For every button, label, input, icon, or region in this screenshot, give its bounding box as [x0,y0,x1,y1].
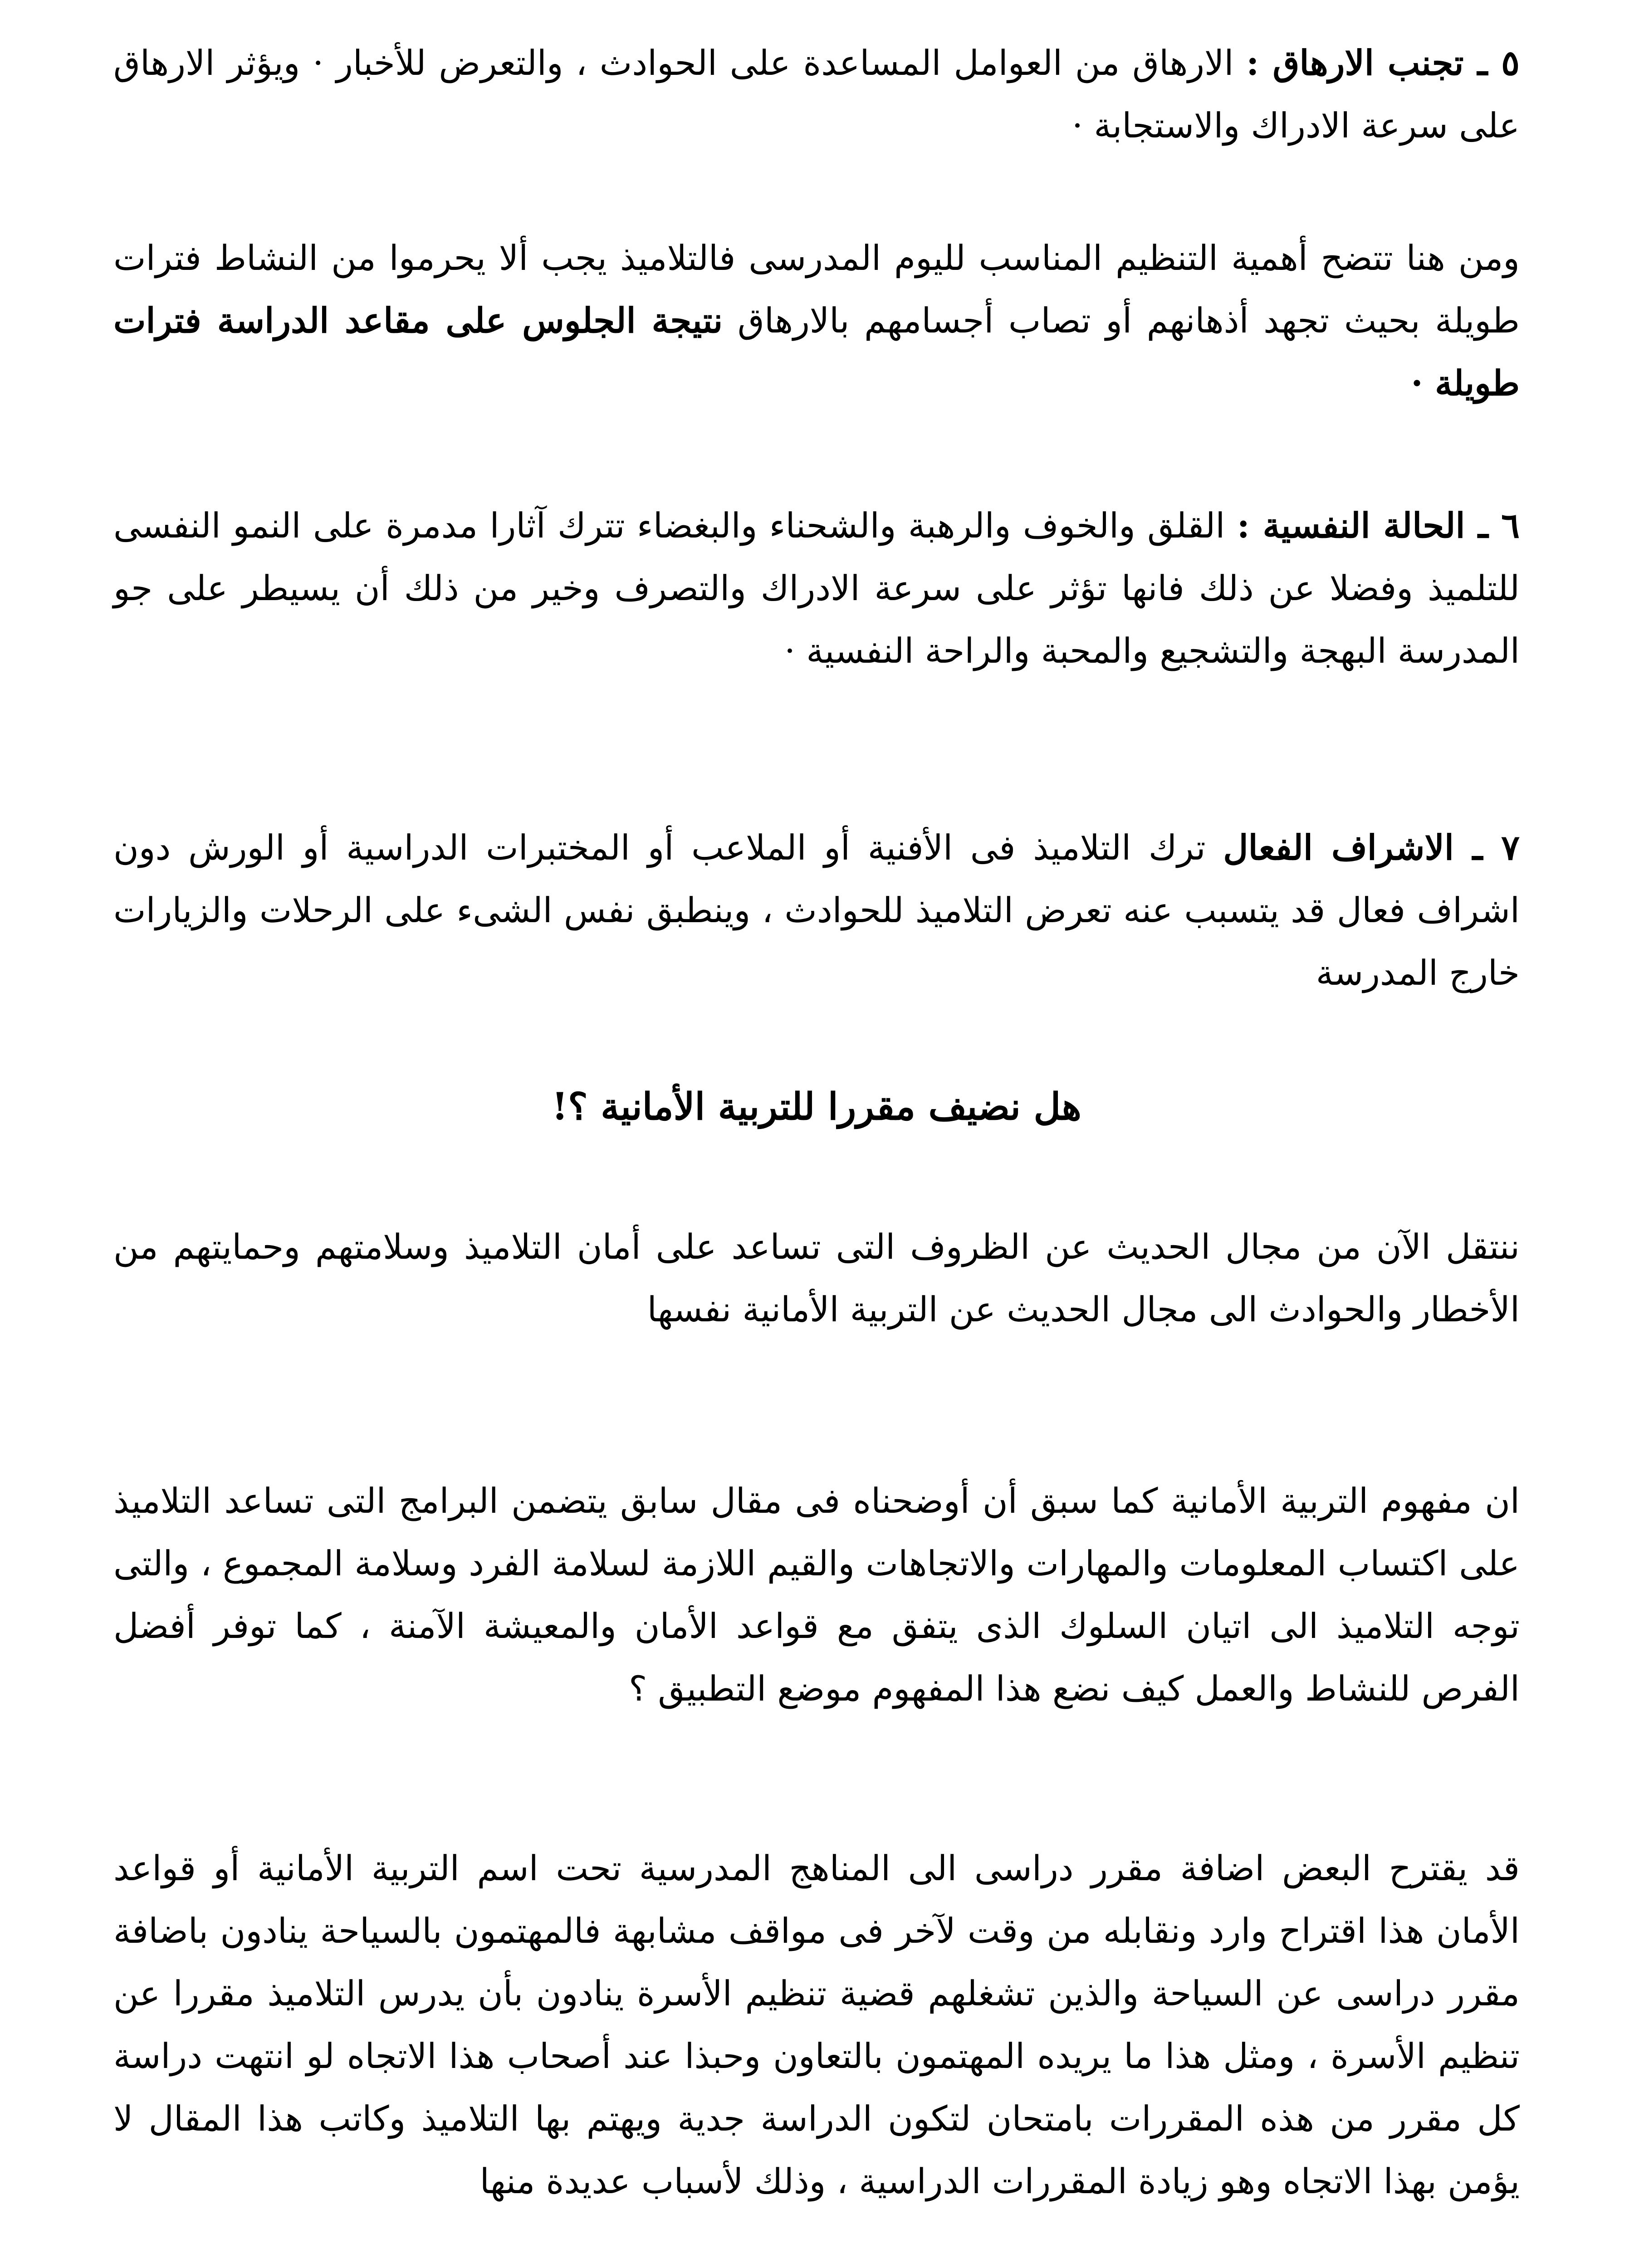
section-6-title: ٦ ـ الحالة النفسية : [1237,505,1520,546]
section-7-body: ترك التلاميذ فى الأفنية أو الملاعب أو المختبرات الدراسية أو الورش دون اشراف فعال قد يتسبب عنه تعرض التلاميذ للحوادث ، وينطبق نفس الشىء على الرحلات والزيارات خارج المدرسة [113,827,1520,993]
section-5-fatigue [113,32,1520,157]
paragraph-concept: ان مفهوم التربية الأمانية كما سبق أن أوضحناه فى مقال سابق يتضمن البرامج التى تساعد التلاميذ على اكتساب المعلومات والمهارات والاتجاهات والقيم اللازمة لسلامة الفرد وسلامة المجموع ، والتى توجه التلاميذ الى اتيان السلوك الذى يتفق مع قواعد الأمان والمعيشة الآمنة ، كما توفر أفضل الفرص للنشاط والعمل كيف نضع هذا المفهوم موضع التطبيق ؟ [113,1481,1520,1709]
document-page [113,32,1520,2268]
section-heading: هل نضيف مقررا للتربية الأمانية ؟! [552,1085,1081,1129]
school-day-bold-text: نتيجة الجلوس على مقاعد الدراسة فترات طويلة · [113,300,1520,403]
section-6-body: القلق والخوف والرهبة والشحناء والبغضاء تترك آثارا مدمرة على النمو النفسى للتلميذ وفضلا عن ذلك فانها تؤثر على سرعة الادراك والتصرف وخير من ذلك أن يسيطر على جو المدرسة البهجة والتشجيع والمحبة والراحة النفسية · [113,505,1520,671]
paragraph-school-day-organization [113,227,1520,415]
section-6-psychological-state [113,494,1520,682]
paragraph-transition: ننتقل الآن من مجال الحديث عن الظروف التى تساعد على أمان التلاميذ وسلامتهم وحمايتهم من الأخطار والحوادث الى مجال الحديث عن التربية الأمانية نفسها [113,1227,1520,1330]
section-5-body: الارهاق من العوامل المساعدة على الحوادث ، والتعرض للأخبار · ويؤثر الارهاق على سرعة الادراك والاستجابة · [113,43,1520,146]
section-7-title: ٧ ـ الاشراف الفعال [1223,827,1520,868]
section-5-title: ٥ ـ تجنب الارهاق : [1246,43,1520,83]
school-day-body: ومن هنا تتضح أهمية التنظيم المناسب لليوم المدرسى فالتلاميذ يجب ألا يحرموا من النشاط فترات طويلة بحيث تجهد أذهانهم أو تصاب أجسامهم بالارهاق [113,238,1520,341]
section-7-supervision [113,816,1520,1004]
paragraph-proposal: قد يقترح البعض اضافة مقرر دراسى الى المناهج المدرسية تحت اسم التربية الأمانية أو قواعد الأمان هذا اقتراح وارد ونقابله من وقت لآخر فى مواقف مشابهة فالمهتمون بالسياحة ينادون باضافة مقرر دراسى عن السياحة والذين تشغلهم قضية تنظيم الأسرة ينادون بأن يدرس التلاميذ مقررا عن تنظيم الأسرة ، ومثل هذا ما يريده المهتمون بالتعاون وحبذا عند أصحاب هذا الاتجاه لو انتهت دراسة كل مقرر من هذه المقررات بامتحان لتكون الدراسة جدية ويهتم بها التلاميذ وكاتب هذا المقال لا يؤمن بهذا الاتجاه وهو زيادة المقررات الدراسية ، وذلك لأسباب عديدة منها [113,1848,1520,2201]
